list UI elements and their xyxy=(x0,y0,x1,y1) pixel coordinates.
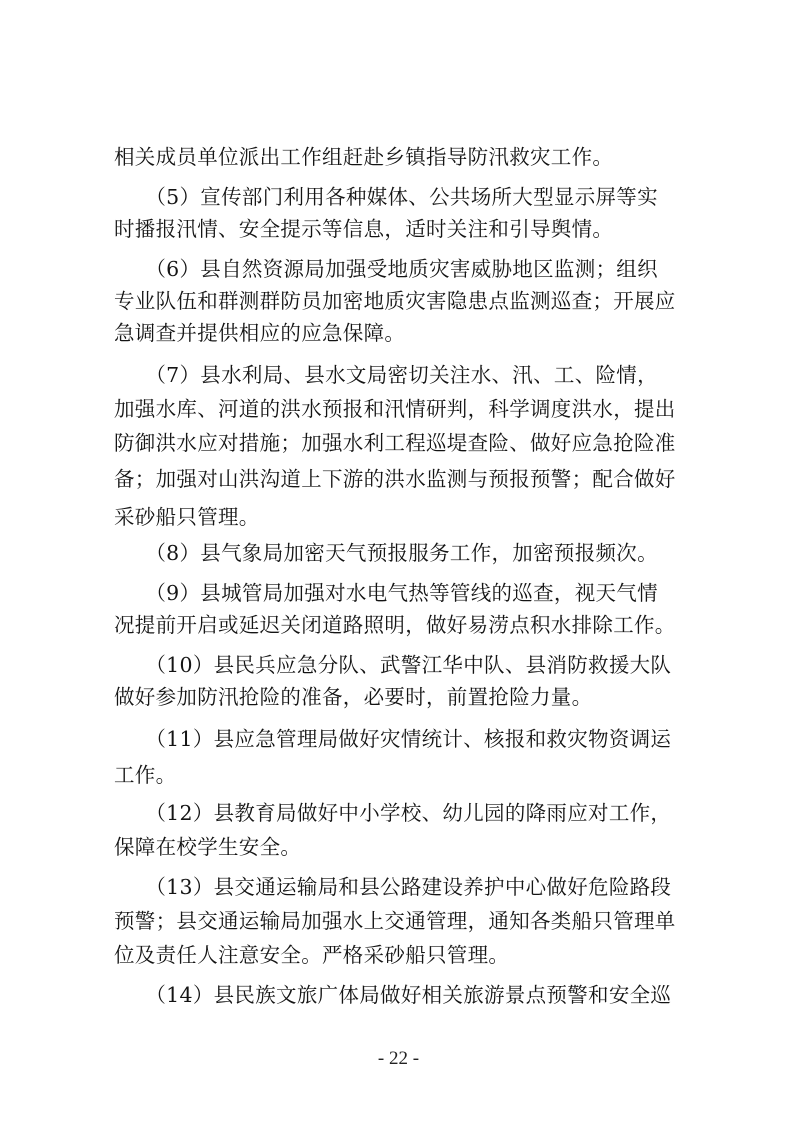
text-line: 加强水库、河道的洪水预报和汛情研判，科学调度洪水，提出 xyxy=(114,397,676,421)
text-line: 位及责任人注意安全。严格采砂船只管理。 xyxy=(114,943,510,967)
page-number: - 22 - xyxy=(377,1048,420,1069)
text-line: 预警；县交通运输局加强水上交通管理，通知各类船只管理单 xyxy=(114,909,676,933)
text-line: 工作。 xyxy=(114,763,177,787)
text-line: （8）县气象局加密天气预报服务工作，加密预报频次。 xyxy=(114,541,658,565)
text-line: （11）县应急管理局做好灾情统计、核报和救灾物资调运 xyxy=(114,727,672,751)
text-line: 采砂船只管理。 xyxy=(114,505,260,529)
text-line: （10）县民兵应急分队、武警江华中队、县消防救援大队 xyxy=(114,653,672,677)
text-line: （6）县自然资源局加强受地质灾害威胁地区监测；组织 xyxy=(114,257,658,281)
text-line: 时播报汛情、安全提示等信息，适时关注和引导舆情。 xyxy=(114,217,614,241)
text-line: （12）县教育局做好中小学校、幼儿园的降雨应对工作， xyxy=(114,801,672,825)
text-line: 况提前开启或延迟关闭道路照明，做好易涝点积水排除工作。 xyxy=(114,613,676,637)
text-line: 备；加强对山洪沟道上下游的洪水监测与预报预警；配合做好 xyxy=(114,467,676,491)
text-line: 保障在校学生安全。 xyxy=(114,835,302,859)
text-line: （9）县城管局加强对水电气热等管线的巡查，视天气情 xyxy=(114,581,658,605)
text-line: 专业队伍和群测群防员加密地质灾害隐患点监测巡查；开展应 xyxy=(114,289,676,313)
text-line: 相关成员单位派出工作组赶赴乡镇指导防汛救灾工作。 xyxy=(114,145,614,169)
text-line: （14）县民族文旅广体局做好相关旅游景点预警和安全巡 xyxy=(114,983,672,1007)
text-line: 做好参加防汛抢险的准备，必要时，前置抢险力量。 xyxy=(114,685,593,709)
text-line: 急调查并提供相应的应急保障。 xyxy=(114,321,406,345)
text-line: （5）宣传部门利用各种媒体、公共场所大型显示屏等实 xyxy=(114,185,658,209)
text-line: 防御洪水应对措施；加强水利工程巡堤查险、做好应急抢险准 xyxy=(114,431,676,455)
text-line: （7）县水利局、县水文局密切关注水、汛、工、险情， xyxy=(114,363,658,387)
text-line: （13）县交通运输局和县公路建设养护中心做好危险路段 xyxy=(114,875,672,899)
